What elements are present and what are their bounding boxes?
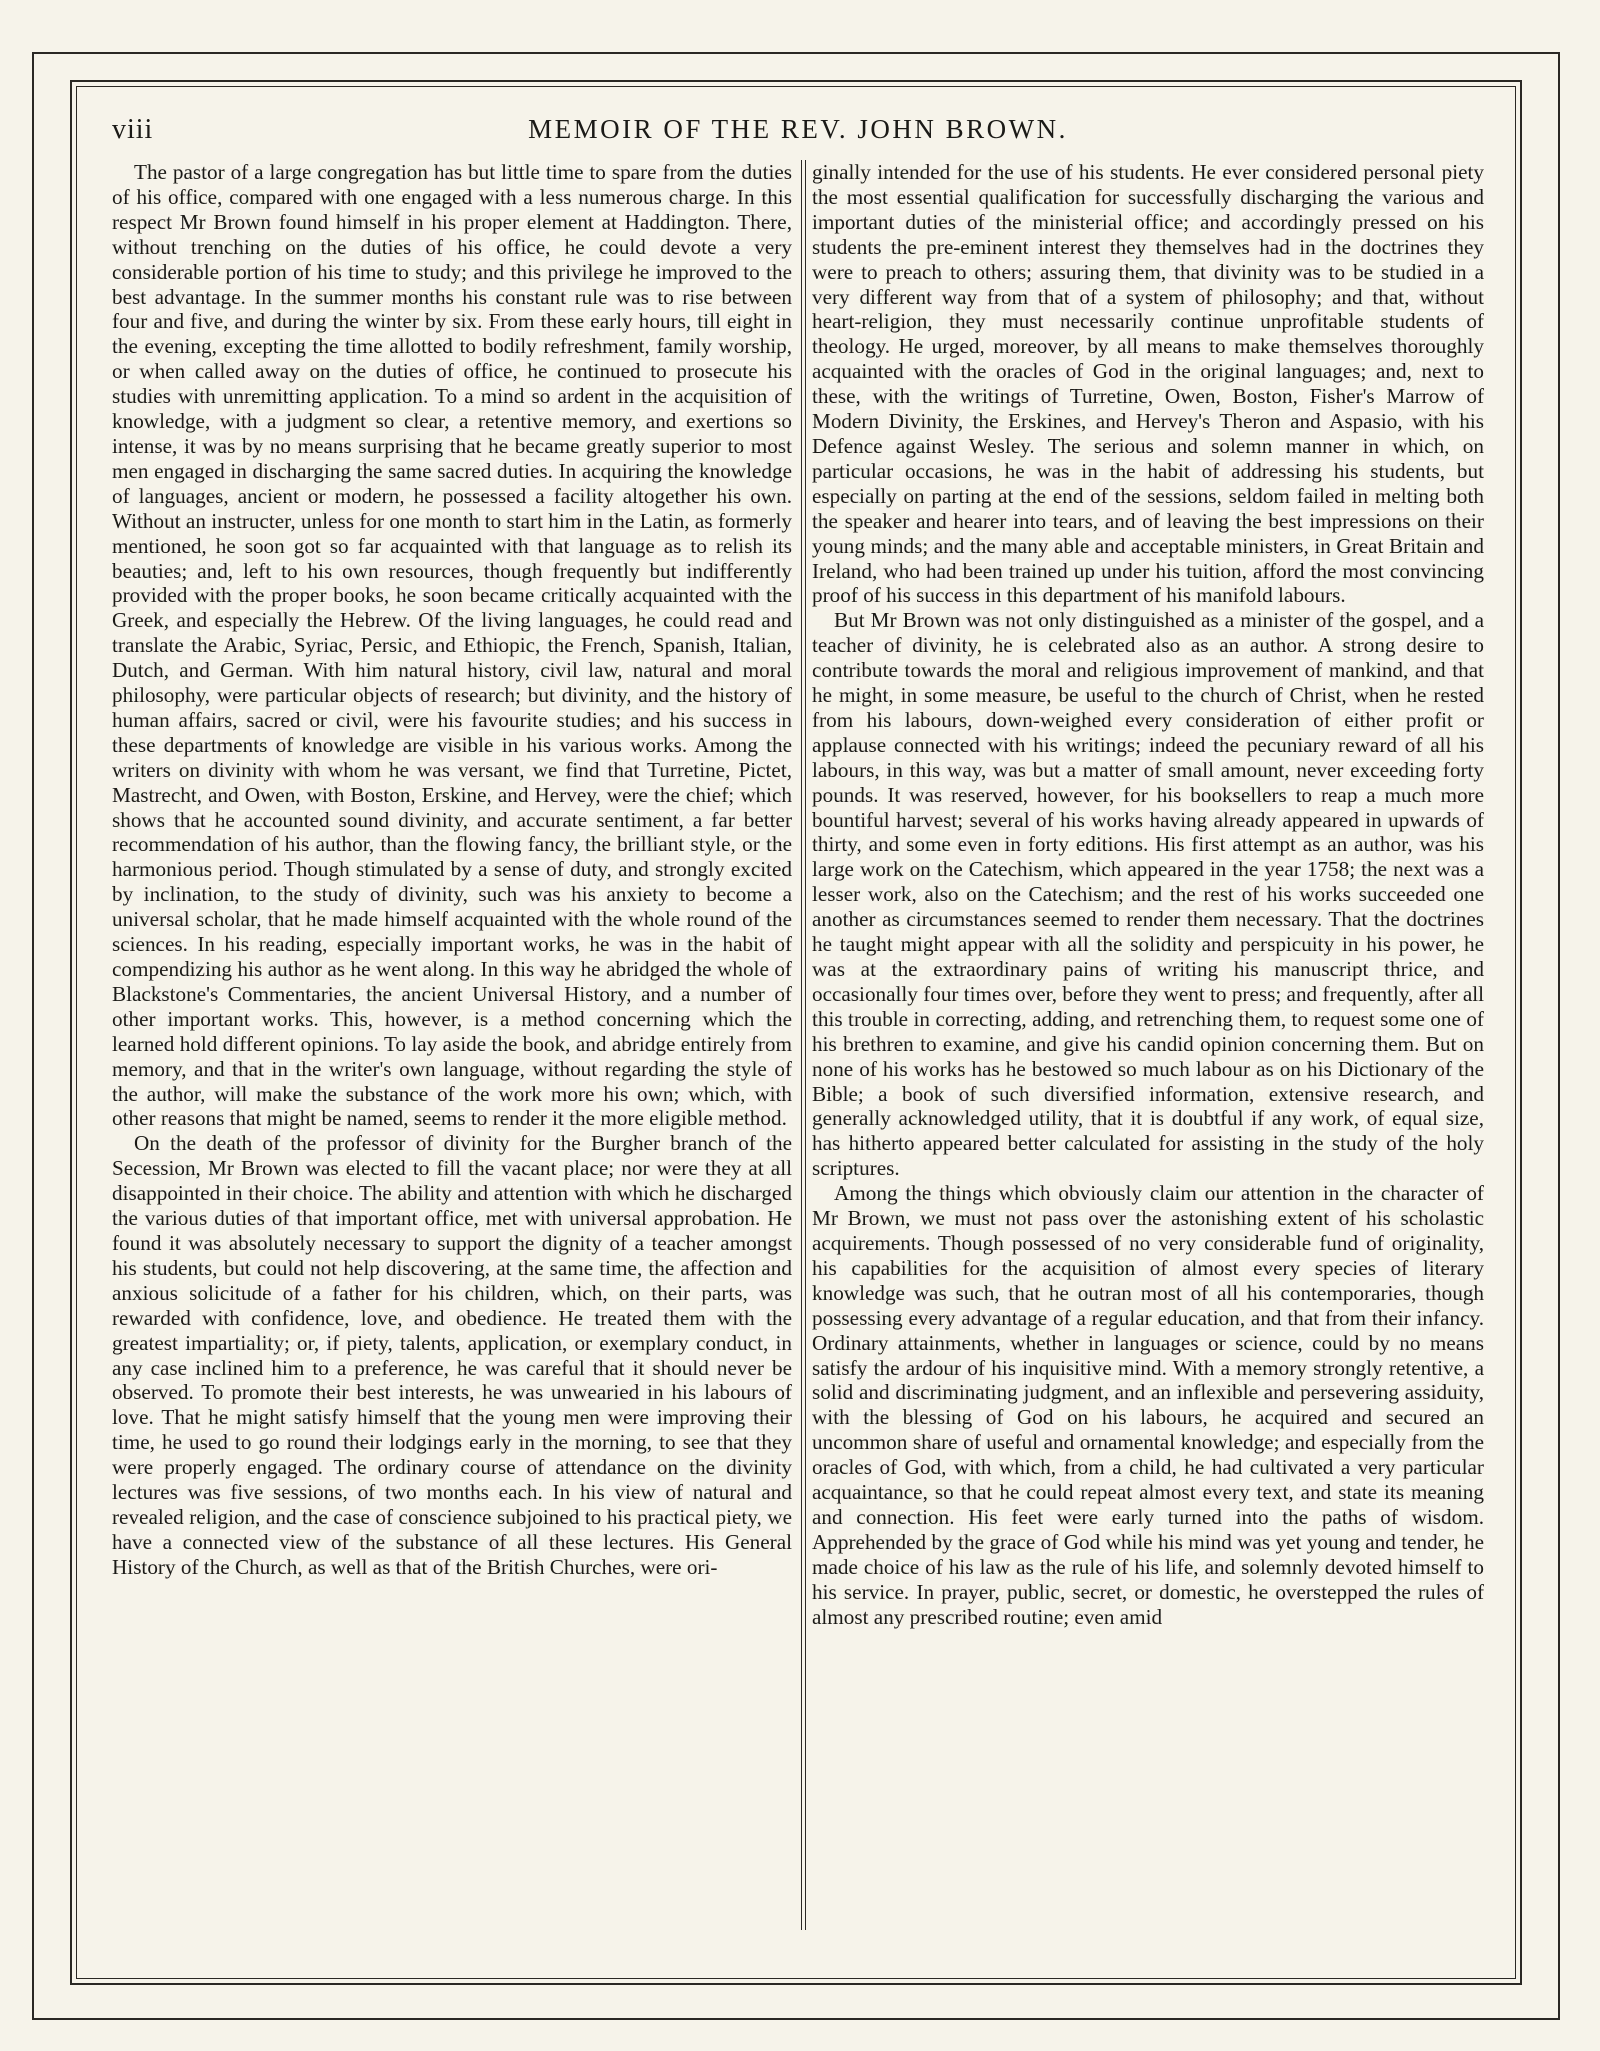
paragraph: ginally intended for the use of his students. He ever considered personal piety the most essential qualification for successfully discharging the various and important duties of the ministerial office; and accordingly pressed on his students the pre-eminent interest they themselves had in the doctrines they were to preach to others; assuring them, that divinity was to be studied in a very different way from that of a system of philosophy; and that, without heart-religion, they must necessarily continue unprofitable students of theology. He urged, moreover, by all means to make themselves thoroughly acquainted with the oracles of God in the original languages; and, next to these, with the writings of Turretine, Owen, Boston, Fisher's Marrow of Modern Divinity, the Erskines, and Hervey's Theron and Aspasio, with his Defence against Wesley. The serious and solemn manner in which, on particular occasions, he was in the habit of addressing his students, but especially on parting at the end of the sessions, seldom failed in melting both the speaker and hearer into tears, and of leaving the best impressions on their young minds; and the many able and acceptable ministers, in Great Britain and Ireland, who had been trained up under his tuition, afford the most convincing proof of his success in this department of his manifold labours. [812, 160, 1484, 608]
column-divider [801, 160, 806, 1930]
page-number: viii [112, 114, 154, 145]
paragraph: The pastor of a large congregation has but little time to spare from the duties of his office, compared with one engaged with a less numerous charge. In this respect Mr Brown found himself in his proper element at Haddington. There, without trenching on the duties of his office, he could devote a very considerable portion of his time to study; and this privilege he improved to the best advantage. In the summer months his constant rule was to rise between four and five, and during the winter by six. From these early hours, till eight in the evening, excepting the time allotted to bodily refreshment, family worship, or when called away on the duties of office, he continued to prosecute his studies with unremitting application. To a mind so ardent in the acquisition of knowledge, with a judgment so clear, a retentive memory, and exertions so intense, it was by no means surprising that he became greatly superior to most men engaged in discharging the same sacred duties. In acquiring the knowledge of languages, ancient or modern, he possessed a facility altogether his own. Without an instructer, unless for one month to start him in the Latin, as formerly mentioned, he soon got so far acquainted with that language as to relish its beauties; and, left to his own resources, though frequently but indifferently provided with the proper books, he soon became critically acquainted with the Greek, and especially the Hebrew. Of the living languages, he could read and translate the Arabic, Syriac, Persic, and Ethiopic, the French, Spanish, Italian, Dutch, and German. With him natural history, civil law, natural and moral philosophy, were particular objects of research; but divinity, and the history of human affairs, sacred or civil, were his favourite studies; and his success in these departments of knowledge are visible in his various works. Among the writers on divinity with whom he was versant, we find that Turretine, Pictet, Mastrecht, and Owen, with Boston, Erskine, and Hervey, were the chief; which shows that he accounted sound divinity, and accurate sentiment, a far better recommendation of his author, than the flowing fancy, the brilliant style, or the harmonious period. Though stimulated by a sense of duty, and strongly excited by inclination, to the study of divinity, such was his anxiety to become a universal scholar, that he made himself acquainted with the whole round of the sciences. In his reading, especially important works, he was in the habit of compendizing his author as he went along. In this way he abridged the whole of Blackstone's Commentaries, the ancient Universal History, and a number of other important works. This, however, is a method concerning which the learned hold different opinions. To lay aside the book, and abridge entirely from memory, and that in the writer's own language, without regarding the style of the author, will make the substance of the work more his own; which, with other reasons that might be named, seems to render it the more eligible method. [112, 160, 792, 1131]
right-column [812, 160, 1484, 1960]
running-head: MEMOIR OF THE REV. JOHN BROWN. [528, 114, 1068, 144]
page-header [112, 112, 1484, 152]
paragraph: Among the things which obviously claim our attention in the character of Mr Brown, we must not pass over the astonishing extent of his scholastic acquirements. Though possessed of no very considerable fund of originality, his capabilities for the acquisition of almost every species of literary knowledge was such, that he outran most of all his contemporaries, though possessing every advantage of a regular education, and that from their infancy. Ordinary attainments, whether in languages or science, could by no means satisfy the ardour of his inquisitive mind. With a memory strongly retentive, a solid and discriminating judgment, and an inflexible and persevering assiduity, with the blessing of God on his labours, he acquired and secured an uncommon share of useful and ornamental knowledge; and especially from the oracles of God, with which, from a child, he had cultivated a very particular acquaintance, so that he could repeat almost every text, and state its meaning and connection. His feet were early turned into the paths of wisdom. Apprehended by the grace of God while his mind was yet young and tender, he made choice of his law as the rule of his life, and solemnly devoted himself to his service. In prayer, public, secret, or domestic, he overstepped the rules of almost any prescribed routine; even amid [812, 1181, 1484, 1629]
paragraph: But Mr Brown was not only distinguished as a minister of the gospel, and a teacher of divinity, he is celebrated also as an author. A strong desire to contribute towards the moral and religious improvement of mankind, and that he might, in some measure, be useful to the church of Christ, when he rested from his labours, down-weighed every consideration of either profit or applause connected with his writings; indeed the pecuniary reward of all his labours, in this way, was but a matter of small amount, never exceeding forty pounds. It was reserved, however, for his booksellers to reap a much more bountiful harvest; several of his works having already appeared in upwards of thirty, and some even in forty editions. His first attempt as an author, was his large work on the Catechism, which appeared in the year 1758; the next was a lesser work, also on the Catechism; and the rest of his works succeeded one another as circumstances seemed to render them necessary. That the doctrines he taught might appear with all the solidity and perspicuity in his power, he was at the extraordinary pains of writing his manuscript thrice, and occasionally four times over, before they went to press; and frequently, after all this trouble in correcting, adding, and retrenching them, to request some one of his brethren to examine, and give his candid opinion concerning them. But on none of his works has he bestowed so much labour as on his Dictionary of the Bible; a book of such diversified information, extensive research, and generally acknowledged utility, that it is doubtful if any work, of equal size, has hitherto appeared better calculated for assisting in the study of the holy scriptures. [812, 608, 1484, 1181]
left-column [112, 160, 792, 1960]
paragraph: On the death of the professor of divinity for the Burgher branch of the Secession, Mr Brown was elected to fill the vacant place; nor were they at all disappointed in their choice. The ability and attention with which he discharged the various duties of that important office, met with universal approbation. He found it was absolutely necessary to support the dignity of a teacher amongst his students, but could not help discovering, at the same time, the affection and anxious solicitude of a father for his children, which, on their parts, was rewarded with confidence, love, and obedience. He treated them with the greatest impartiality; or, if piety, talents, application, or exemplary conduct, in any case inclined him to a preference, he was careful that it should never be observed. To promote their best interests, he was unwearied in his labours of love. That he might satisfy himself that the young men were improving their time, he used to go round their lodgings early in the morning, to see that they were properly engaged. The ordinary course of attendance on the divinity lectures was five sessions, of two months each. In his view of natural and revealed religion, and the case of conscience subjoined to his practical piety, we have a connected view of the substance of all these lectures. His General History of the Church, as well as that of the British Churches, were ori- [112, 1131, 792, 1579]
